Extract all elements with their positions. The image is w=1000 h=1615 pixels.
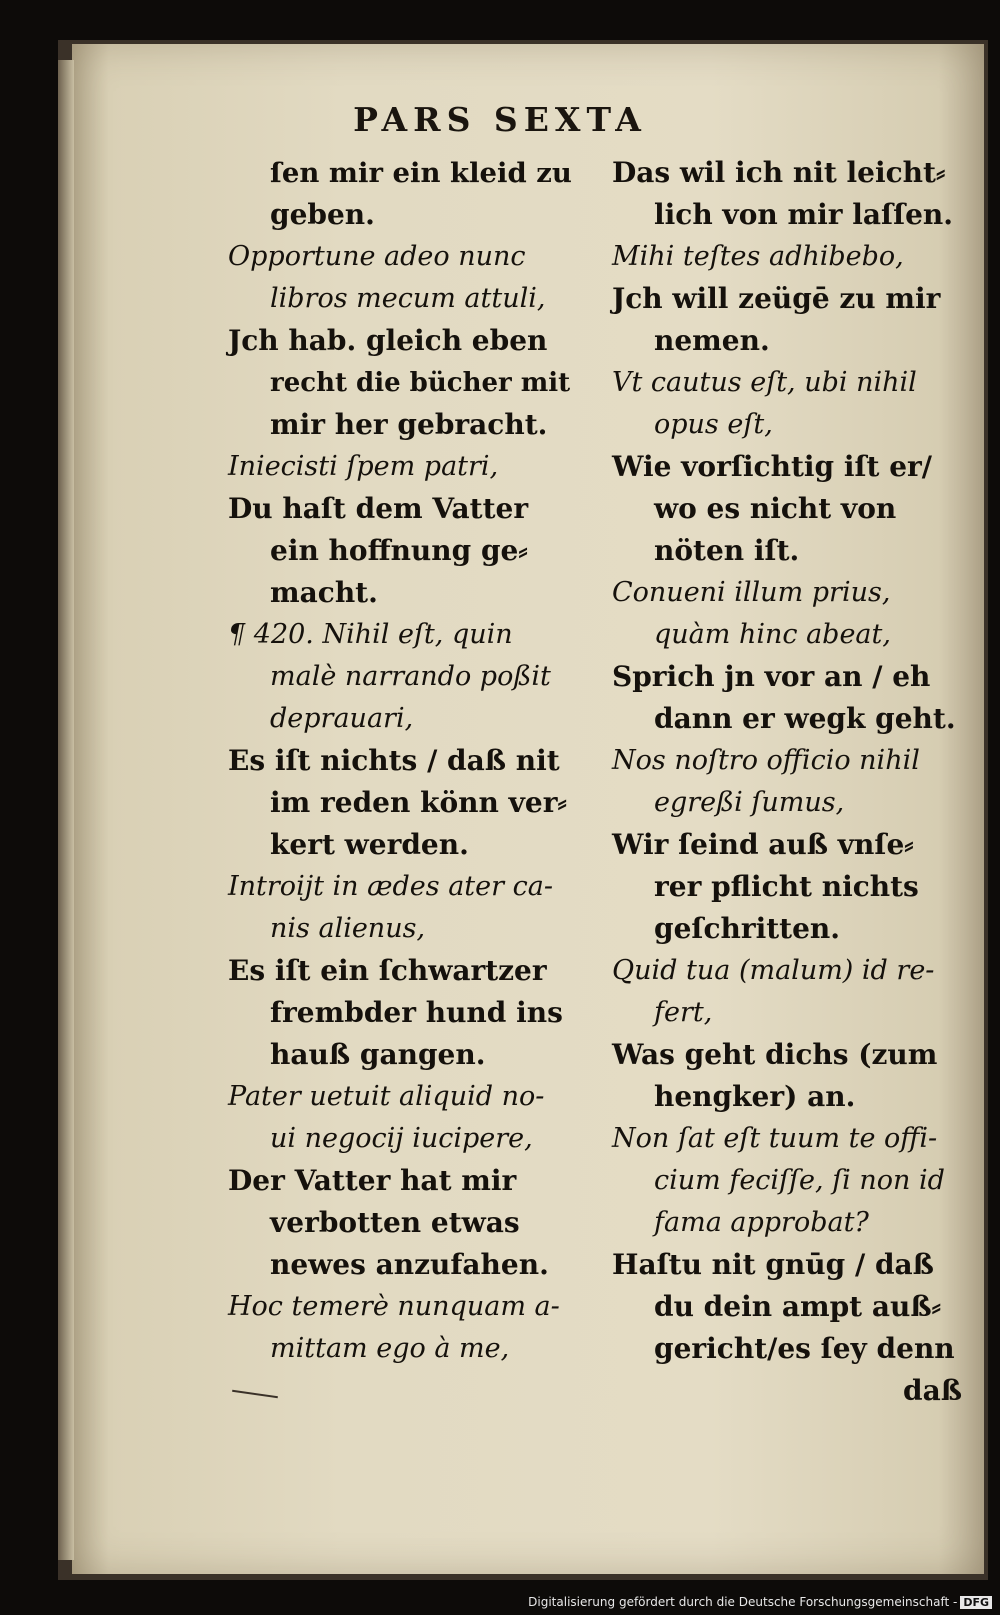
text-line: Pater uetuit aliquid no- xyxy=(228,1081,545,1112)
text-line: Es iſt ein ſchwartzer xyxy=(228,954,547,987)
text-line: Opportune adeo nunc xyxy=(228,241,526,272)
text-line: egreßi ſumus, xyxy=(654,787,845,818)
text-line: Haſtu nit gnūg / daß xyxy=(612,1248,934,1281)
text-line: ſen mir ein kleid zu xyxy=(270,157,572,189)
right-text-column xyxy=(612,152,962,1412)
text-line: Das wil ich nit leicht⸗ xyxy=(612,156,946,189)
credit-text: Digitalisierung gefördert durch die Deutsche Forschungsgemeinschaft - xyxy=(528,1595,958,1609)
text-line: Du haſt dem Vatter xyxy=(228,492,529,525)
text-line: geben. xyxy=(270,198,375,231)
text-line: daß xyxy=(903,1374,962,1407)
text-line: Hoc temerè nunquam a- xyxy=(228,1291,560,1322)
text-line: Conueni illum prius, xyxy=(612,577,891,608)
text-line: Nos noſtro officio nihil xyxy=(612,745,920,776)
text-line: Wir ſeind auß vnſe⸗ xyxy=(612,828,914,861)
text-line: gericht/es ſey denn xyxy=(654,1332,955,1365)
dfg-logo: DFG xyxy=(960,1596,992,1609)
digitization-credit xyxy=(528,1595,992,1609)
text-line: deprauari, xyxy=(270,703,414,734)
text-line: Mihi teſtes adhibebo, xyxy=(612,241,904,272)
text-line: Jch will zeügē zu mir xyxy=(612,282,941,315)
text-line: newes anzufahen. xyxy=(270,1248,549,1281)
text-line: fama approbat? xyxy=(654,1207,869,1238)
text-line: Was geht dichs (zum xyxy=(612,1038,938,1071)
text-line: Non ſat eſt tuum te offi- xyxy=(612,1123,938,1154)
text-line: fert, xyxy=(654,997,713,1028)
text-line: Vt cautus eſt, ubi nihil xyxy=(612,367,917,398)
text-line: Der Vatter hat mir xyxy=(228,1164,517,1197)
text-line: libros mecum attuli, xyxy=(270,283,546,314)
text-line: recht die bücher mit xyxy=(270,368,571,398)
text-line: lich von mir laſſen. xyxy=(654,198,954,231)
text-line: nis alienus, xyxy=(270,913,426,944)
left-text-column xyxy=(228,152,573,1370)
text-line: macht. xyxy=(270,576,378,609)
text-line: mir her gebracht. xyxy=(270,408,548,441)
text-line: verbotten etwas xyxy=(270,1206,520,1239)
text-line: nemen. xyxy=(654,324,770,357)
text-line: kert werden. xyxy=(270,828,469,861)
text-line: ¶ 420. Nihil eſt, quin xyxy=(228,619,513,650)
text-line: Introijt in ædes ater ca- xyxy=(228,871,553,902)
page-header-title: PARS SEXTA xyxy=(353,100,647,139)
text-line: nöten iſt. xyxy=(654,534,800,567)
text-line: Wie vorſichtig iſt er/ xyxy=(612,450,932,483)
text-line: Sprich jn vor an / eh xyxy=(612,660,931,693)
text-line: Jch hab. gleich eben xyxy=(228,324,548,357)
text-line: frembder hund ins xyxy=(270,996,563,1029)
text-line: hauß gangen. xyxy=(270,1038,486,1071)
text-line: dann er wegk geht. xyxy=(654,702,956,735)
text-line: malè narrando poßit xyxy=(270,661,551,692)
text-line: im reden könn ver⸗ xyxy=(270,786,567,819)
text-line: ui negocij iucipere, xyxy=(270,1123,533,1154)
text-line: Es iſt nichts / daß nit xyxy=(228,744,560,777)
text-line: mittam ego à me, xyxy=(270,1333,510,1364)
text-line: quàm hinc abeat, xyxy=(654,619,891,650)
text-line: hengker) an. xyxy=(654,1080,856,1113)
text-line: rer pflicht nichts xyxy=(654,870,919,903)
text-line: ein hoffnung ge⸗ xyxy=(270,534,528,567)
text-line: Quid tua (malum) id re- xyxy=(612,955,935,986)
page-gutter xyxy=(58,60,74,1560)
text-line: du dein ampt auß⸗ xyxy=(654,1290,941,1323)
text-line: wo es nicht von xyxy=(654,492,897,525)
text-line: opus eſt, xyxy=(654,409,773,440)
text-line: Iniecisti ſpem patri, xyxy=(228,451,499,482)
text-line: geſchritten. xyxy=(654,912,841,945)
text-line: cium feciſſe, ſi non id xyxy=(654,1165,945,1196)
